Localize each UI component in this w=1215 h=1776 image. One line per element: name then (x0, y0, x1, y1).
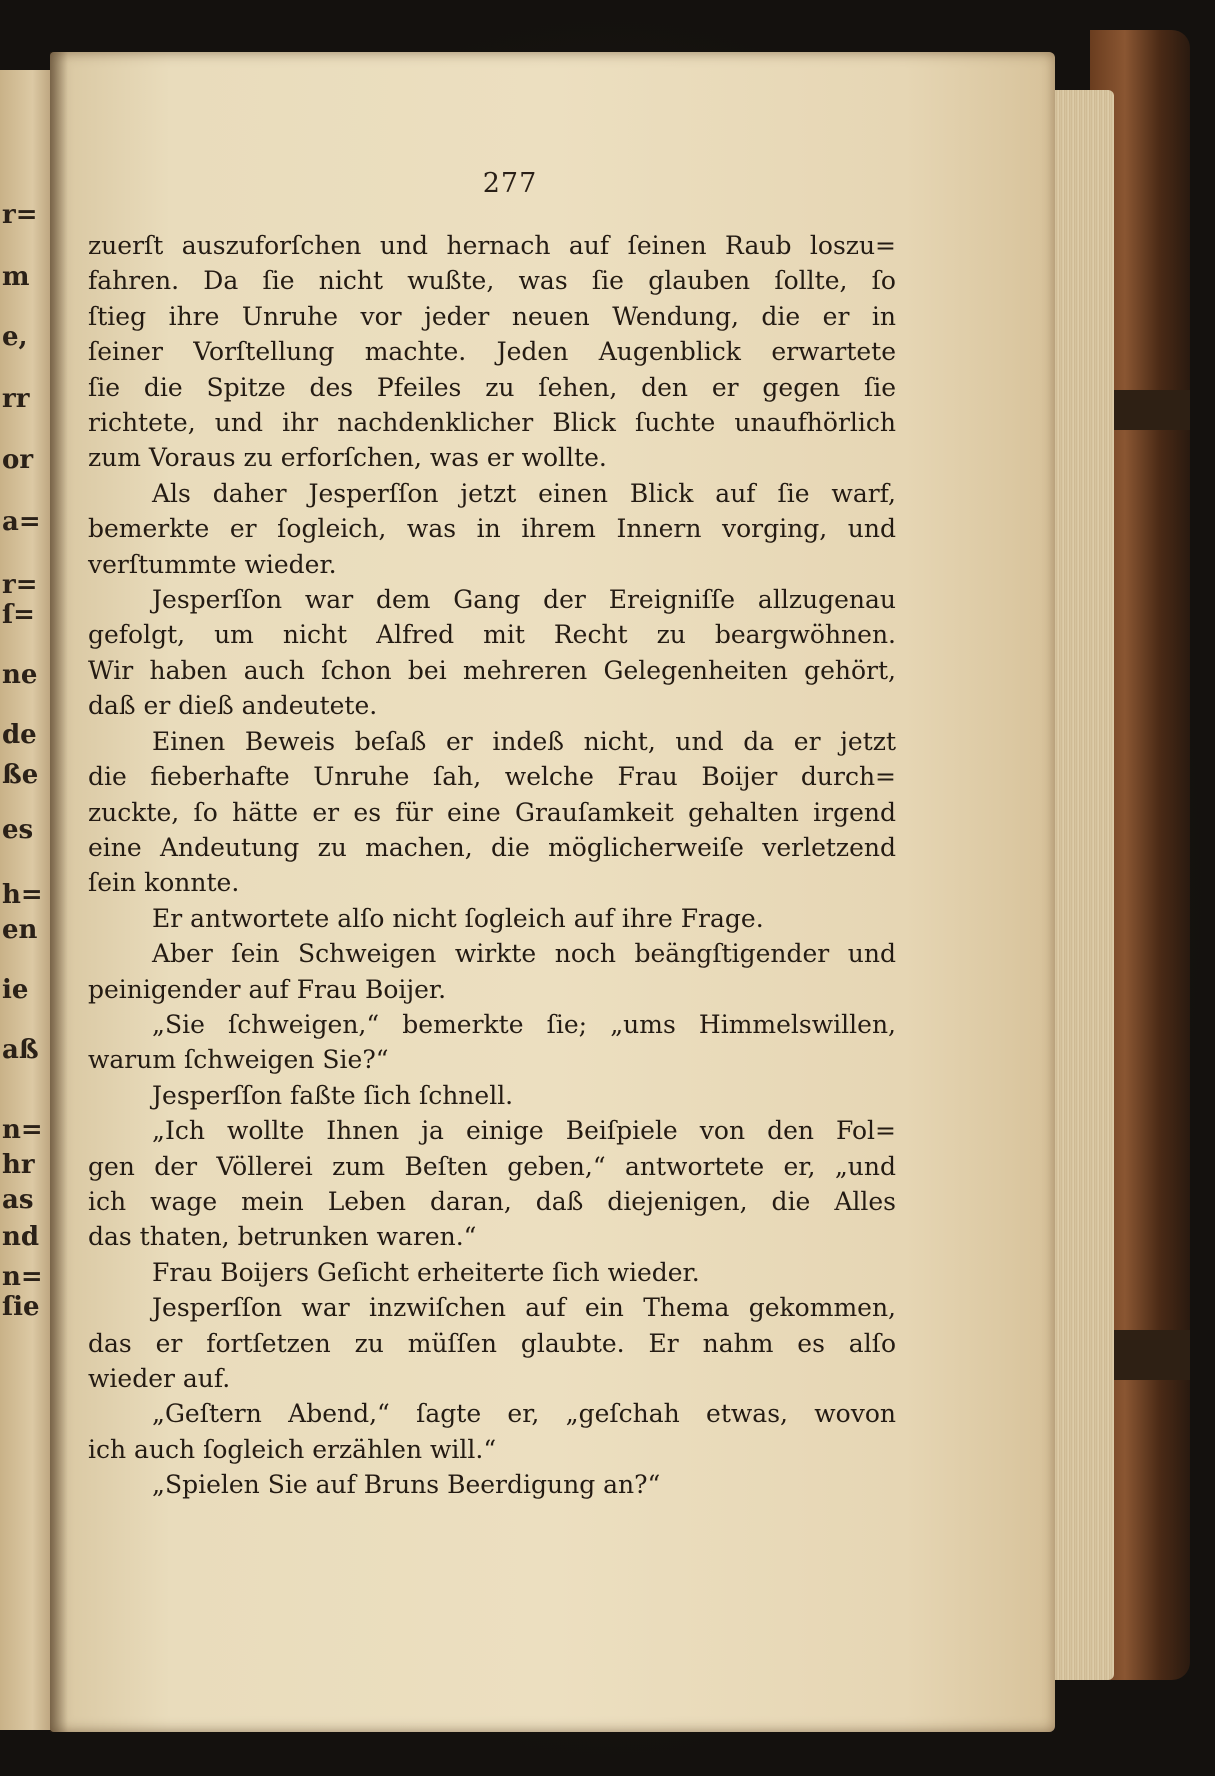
left-page-fragment: r= (2, 200, 38, 230)
left-page-fragment: hr (2, 1150, 35, 1180)
text-line: peinigender auf Frau Boijer. (88, 974, 447, 1004)
text-line: bemerkte er ſogleich, was in ihrem Innern vorging, und (88, 514, 896, 544)
text-line: Jesperſſon faßte ſich ſchnell. (152, 1080, 514, 1110)
text-line: ich auch ſogleich erzählen will.“ (88, 1434, 497, 1464)
left-page-fragment: rr (2, 384, 30, 414)
text-line: richtete, und ihr nachdenklicher Blick ſuchte unaufhörlich (88, 408, 896, 438)
text-line: wieder auf. (88, 1364, 231, 1393)
text-line: ſtieg ihre Unruhe vor jeder neuen Wendung, die er in (88, 301, 896, 331)
text-line: ſein konnte. (88, 868, 240, 898)
text-line: fahren. Da ſie nicht wußte, was ſie glauben ſollte, ſo (88, 266, 896, 296)
left-page-fragment: or (2, 445, 34, 475)
left-page-fragment: m (2, 262, 30, 292)
left-page-fragment: de (2, 720, 37, 750)
left-page-fragment: h= (2, 880, 43, 910)
text-line: Jesperſſon war dem Gang der Ereigniſſe allzugenau (152, 585, 896, 615)
text-line: Aber ſein Schweigen wirkte noch beängſtigender und (152, 939, 896, 969)
text-line: Einen Beweis beſaß er indeß nicht, und da er jetzt (152, 726, 896, 756)
page-number: 277 (482, 168, 538, 199)
text-line: „Spielen Sie auf Bruns Beerdigung an?“ (152, 1470, 661, 1500)
text-line: warum ſchweigen Sie?“ (88, 1045, 389, 1075)
left-page-fragment: ne (2, 660, 38, 690)
left-page-fragment: ße (2, 760, 39, 790)
left-page-fragment: ie (2, 975, 29, 1005)
left-page-fragment: as (2, 1185, 34, 1215)
text-line: das er fortſetzen zu müſſen glaubte. Er nahm es alſo (88, 1328, 896, 1358)
left-page-fragment: e, (2, 322, 28, 352)
text-line: ſeiner Vorſtellung machte. Jeden Augenblick erwartete (88, 337, 896, 367)
left-page-fragment: r= (2, 570, 38, 600)
text-line: zuerſt auszuforſchen und hernach auf ſeinen Raub loszu= (88, 231, 896, 260)
text-line: „Sie ſchweigen,“ bemerkte ſie; „ums Himmelswillen, (152, 1009, 896, 1039)
text-line: „Ich wollte Ihnen ja einige Beiſpiele von den Fol= (152, 1116, 896, 1146)
left-page-fragment: es (2, 815, 34, 845)
text-line: „Geſtern Abend,“ ſagte er, „geſchah etwas, wovon (152, 1399, 896, 1429)
left-page-fragment: n= (2, 1115, 43, 1145)
text-line: die fieberhafte Unruhe ſah, welche Frau Boijer durch= (88, 762, 896, 792)
text-line: zum Voraus zu erforſchen, was er wollte. (88, 443, 607, 473)
page-stack-edge (1050, 90, 1114, 1680)
text-line: verſtummte wieder. (88, 549, 337, 579)
left-page-fragment: ſie (2, 1292, 40, 1322)
text-line: daß er dieß andeutete. (88, 691, 378, 721)
text-line: ſie die Spitze des Pfeiles zu ſehen, den er gegen ſie (88, 372, 896, 402)
text-line: gefolgt, um nicht Alfred mit Recht zu beargwöhnen. (88, 620, 896, 650)
text-line: Er antwortete alſo nicht ſogleich auf ihre Frage. (152, 903, 764, 933)
text-line: das thaten, betrunken waren.“ (88, 1222, 477, 1252)
text-line: Als daher Jesperſſon jetzt einen Blick auf ſie warf, (152, 478, 896, 508)
body-text (88, 228, 896, 1503)
left-page-fragment: aß (2, 1035, 39, 1065)
left-facing-page (0, 70, 54, 1730)
left-page-fragment: n= (2, 1262, 43, 1292)
left-page-fragment: ſ= (2, 600, 35, 630)
text-line: Jesperſſon war inzwiſchen auf ein Thema gekommen, (152, 1293, 896, 1323)
left-page-fragment: en (2, 915, 38, 945)
text-line: gen der Völlerei zum Beſten geben,“ antwortete er, „und (88, 1151, 896, 1181)
left-page-fragment: nd (2, 1222, 40, 1252)
text-line: eine Andeutung zu machen, die möglicherweiſe verletzend (88, 832, 896, 862)
left-page-fragment: a= (2, 507, 41, 537)
text-line: Wir haben auch ſchon bei mehreren Gelegenheiten gehört, (88, 655, 896, 685)
text-line: ich wage mein Leben daran, daß diejenigen, die Alles (88, 1186, 896, 1216)
gutter-shadow (50, 52, 68, 1732)
text-line: zuckte, ſo hätte er es für eine Grauſamkeit gehalten irgend (88, 797, 896, 827)
text-line: Frau Boijers Geſicht erheiterte ſich wieder. (152, 1257, 700, 1287)
